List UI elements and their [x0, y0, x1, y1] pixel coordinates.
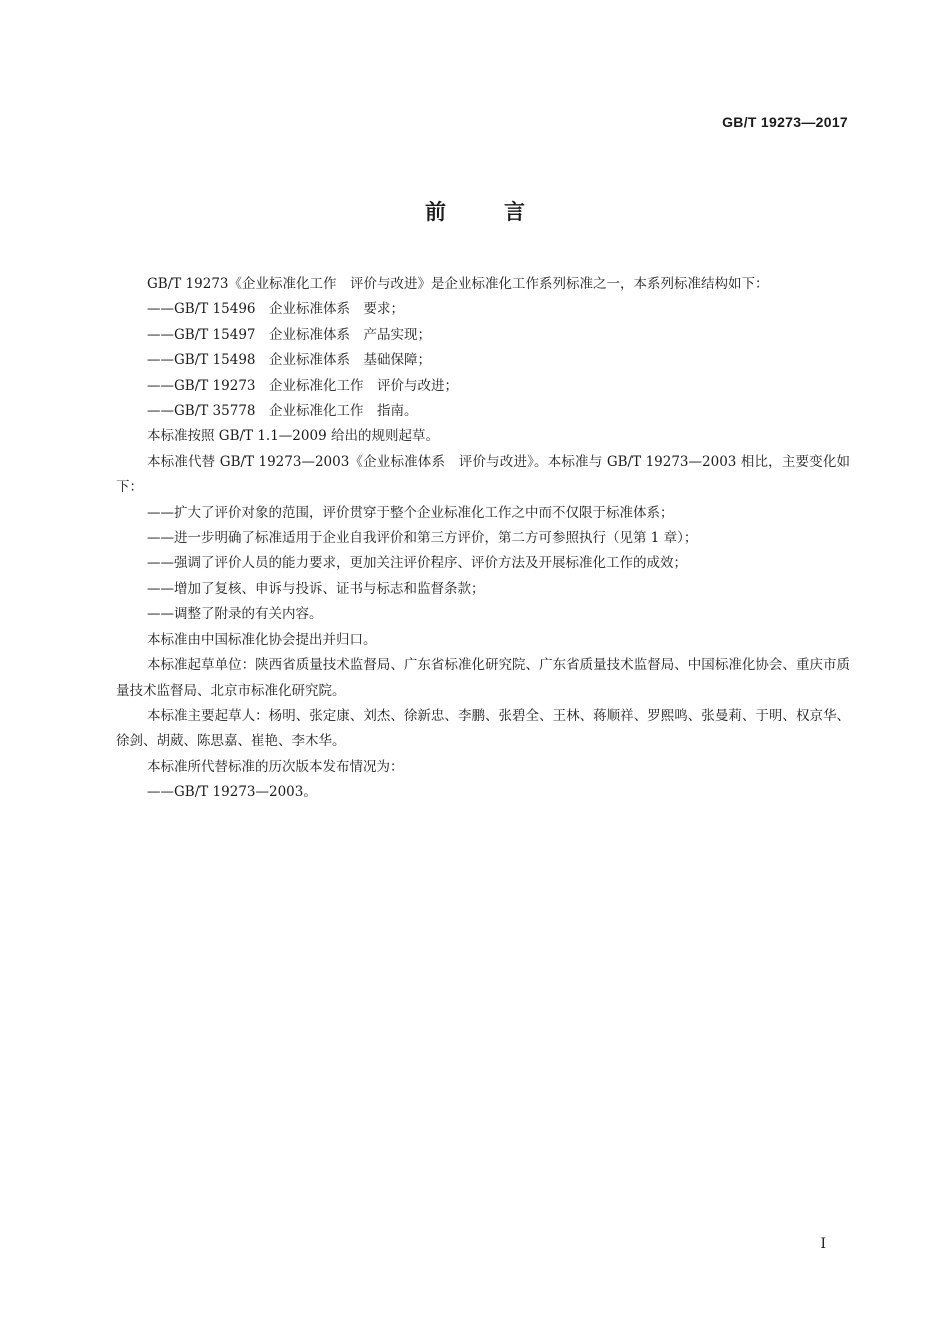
series-list-item: ——GB/T 15496 企业标准体系 要求；: [147, 301, 404, 318]
change-list-item: ——进一步明确了标准适用于企业自我评价和第三方评价，第二方可参照执行（见第 1 章）；: [147, 530, 698, 547]
drafters-paragraph: 本标准主要起草人：杨明、张定康、刘杰、徐新忠、李鹏、张碧全、王林、蒋顺祥、罗熙鸣、张曼莉、于明、权京华、徐剑、胡葳、陈思嘉、崔艳、李木华。: [116, 707, 850, 750]
series-list-item: ——GB/T 35778 企业标准化工作 指南。: [147, 403, 418, 420]
series-list-item: ——GB/T 19273 企业标准化工作 评价与改进；: [147, 377, 458, 394]
drafting-units-paragraph: 本标准起草单位：陕西省质量技术监督局、广东省标准化研究院、广东省质量技术监督局、中国标准化协会、重庆市质量技术监督局、北京市标准化研究院。: [116, 657, 850, 699]
page-title: 前言: [425, 200, 583, 224]
page-number: I: [820, 1236, 826, 1252]
proposer-paragraph: 本标准由中国标准化协会提出并归口。: [147, 631, 377, 648]
history-paragraph: 本标准所代替标准的历次版本发布情况为：: [147, 758, 404, 775]
foreword-body: [116, 272, 850, 806]
standard-number: GB/T 19273—2017: [722, 114, 848, 130]
series-list-item: ——GB/T 15498 企业标准体系 基础保障；: [147, 352, 431, 369]
change-list-item: ——调整了附录的有关内容。: [147, 606, 323, 623]
series-list-item: ——GB/T 15497 企业标准体系 产品实现；: [147, 326, 431, 343]
drafting-rules-paragraph: 本标准按照 GB/T 1.1—2009 给出的规则起草。: [147, 428, 439, 445]
change-list-item: ——扩大了评价对象的范围，评价贯穿于整个企业标准化工作之中而不仅限于标准体系；: [147, 504, 674, 521]
history-list-item: ——GB/T 19273—2003。: [147, 784, 317, 801]
change-list-item: ——增加了复核、申诉与投诉、证书与标志和监督条款；: [147, 580, 485, 597]
replacement-paragraph: 本标准代替 GB/T 19273—2003《企业标准体系 评价与改进》。本标准与 GB/T 19273—2003 相比，主要变化如下：: [116, 453, 850, 496]
series-intro-paragraph: GB/T 19273《企业标准化工作 评价与改进》是企业标准化工作系列标准之一，本系列标准结构如下：: [147, 276, 769, 292]
change-list-item: ——强调了评价人员的能力要求，更加关注评价程序、评价方法及开展标准化工作的成效；: [147, 555, 687, 572]
